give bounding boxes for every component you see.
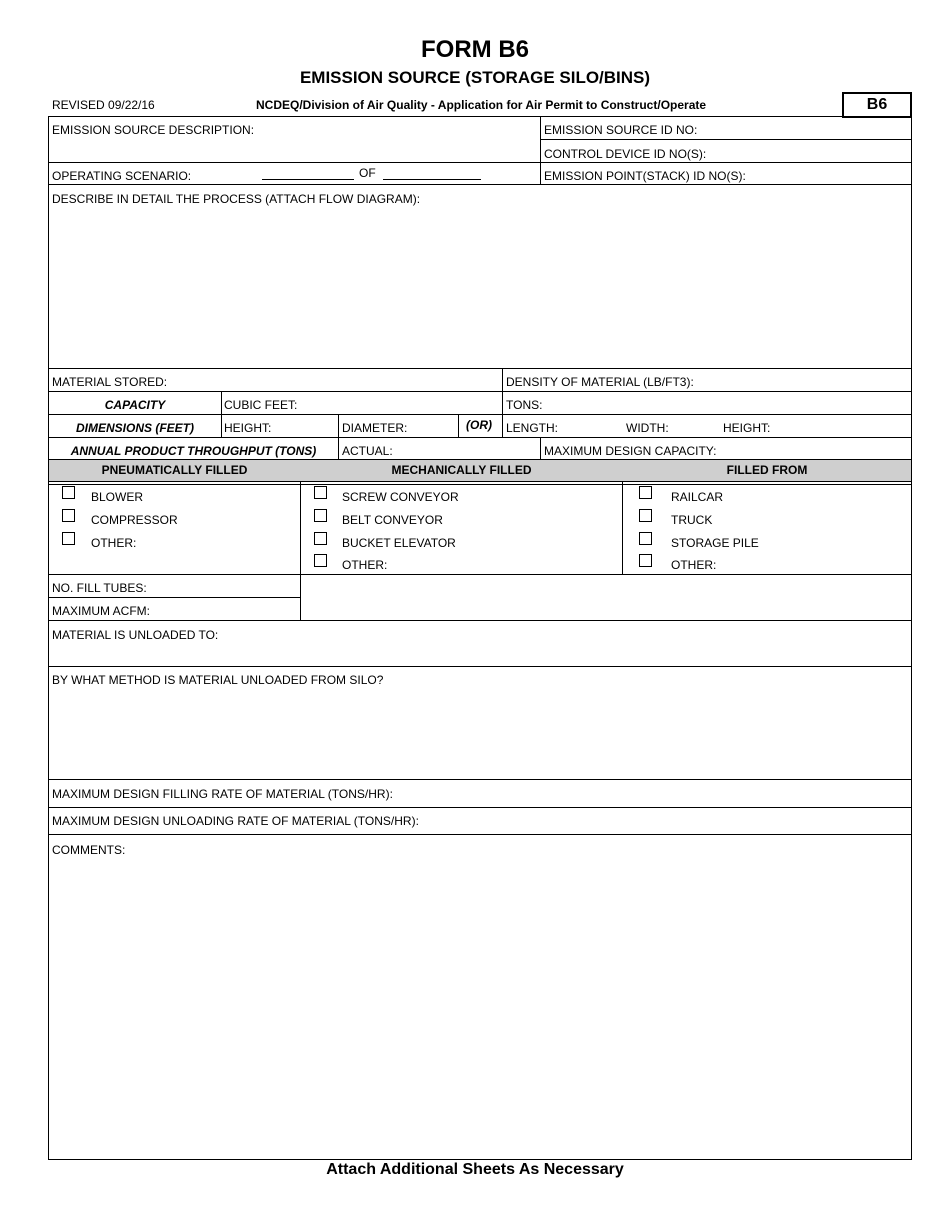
- material-stored-label: MATERIAL STORED:: [52, 375, 168, 389]
- footer-note: Attach Additional Sheets As Necessary: [326, 1161, 624, 1178]
- pneumatic-header: PNEUMATICALLY FILLED: [101, 463, 248, 477]
- pneumatic-other-checkbox[interactable]: [62, 532, 75, 545]
- filled-from-header: FILLED FROM: [726, 463, 808, 477]
- blower-checkbox[interactable]: [62, 486, 75, 499]
- describe-process-label: DESCRIBE IN DETAIL THE PROCESS (ATTACH FLOW DIAGRAM):: [52, 192, 421, 206]
- rule: [48, 834, 912, 835]
- unload-method-label: BY WHAT METHOD IS MATERIAL UNLOADED FROM SILO?: [52, 673, 384, 687]
- rule: [48, 779, 912, 780]
- diameter-label: DIAMETER:: [342, 421, 408, 435]
- belt-conveyor-checkbox[interactable]: [314, 509, 327, 522]
- rule: [48, 666, 912, 667]
- mechanical-other-checkbox[interactable]: [314, 554, 327, 567]
- capacity-label: CAPACITY: [104, 398, 166, 412]
- scenario-blank-2[interactable]: [383, 179, 481, 180]
- form-badge: B6: [842, 92, 912, 118]
- revised-date: REVISED 09/22/16: [52, 98, 155, 112]
- rule: [540, 437, 541, 459]
- density-label: DENSITY OF MATERIAL (LB/FT3):: [506, 375, 694, 389]
- tons-label: TONS:: [506, 398, 543, 412]
- max-acfm-label: MAXIMUM ACFM:: [52, 604, 150, 618]
- rule: [458, 414, 459, 437]
- agency-line: NCDEQ/Division of Air Quality - Application for Air Permit to Construct/Operate: [256, 98, 707, 112]
- railcar-label: RAILCAR: [671, 490, 724, 504]
- rule: [48, 574, 912, 575]
- rule: [48, 620, 912, 621]
- railcar-checkbox[interactable]: [639, 486, 652, 499]
- screw-conveyor-label: SCREW CONVEYOR: [342, 490, 459, 504]
- of-label: OF: [359, 166, 376, 180]
- or-label: (OR): [466, 418, 492, 432]
- rule: [48, 162, 912, 163]
- control-device-id-label: CONTROL DEVICE ID NO(S):: [544, 147, 707, 161]
- truck-label: TRUCK: [671, 513, 713, 527]
- rule: [221, 391, 222, 437]
- comments-label: COMMENTS:: [52, 843, 126, 857]
- cubic-feet-label: CUBIC FEET:: [224, 398, 298, 412]
- no-fill-tubes-label: NO. FILL TUBES:: [52, 581, 147, 595]
- mechanical-header: MECHANICALLY FILLED: [391, 463, 532, 477]
- storage-pile-label: STORAGE PILE: [671, 536, 759, 550]
- emission-source-description-label: EMISSION SOURCE DESCRIPTION:: [52, 123, 255, 137]
- storage-pile-checkbox[interactable]: [639, 532, 652, 545]
- rule: [48, 391, 912, 392]
- rule: [48, 184, 912, 185]
- rule: [48, 368, 912, 369]
- truck-checkbox[interactable]: [639, 509, 652, 522]
- dimensions-label: DIMENSIONS (FEET): [75, 421, 194, 435]
- bucket-elevator-label: BUCKET ELEVATOR: [342, 536, 456, 550]
- compressor-label: COMPRESSOR: [91, 513, 178, 527]
- max-fill-rate-label: MAXIMUM DESIGN FILLING RATE OF MATERIAL (TONS/HR):: [52, 787, 393, 801]
- rule: [48, 414, 912, 415]
- filled-from-other-checkbox[interactable]: [639, 554, 652, 567]
- emission-point-id-label: EMISSION POINT(STACK) ID NO(S):: [544, 169, 746, 183]
- max-design-capacity-label: MAXIMUM DESIGN CAPACITY:: [544, 444, 717, 458]
- pneumatic-other-label: OTHER:: [91, 536, 137, 550]
- mechanical-other-label: OTHER:: [342, 558, 388, 572]
- rule: [502, 368, 503, 437]
- rule: [540, 139, 912, 140]
- max-unload-rate-label: MAXIMUM DESIGN UNLOADING RATE OF MATERIAL (TONS/HR):: [52, 814, 419, 828]
- belt-conveyor-label: BELT CONVEYOR: [342, 513, 443, 527]
- rule: [48, 481, 912, 482]
- unloaded-to-label: MATERIAL IS UNLOADED TO:: [52, 628, 219, 642]
- rule: [48, 597, 300, 598]
- width-label: WIDTH:: [626, 421, 669, 435]
- rule: [48, 484, 912, 485]
- rule: [300, 459, 301, 620]
- compressor-checkbox[interactable]: [62, 509, 75, 522]
- form-title: FORM B6: [421, 36, 529, 63]
- screw-conveyor-checkbox[interactable]: [314, 486, 327, 499]
- height-label: HEIGHT:: [224, 421, 272, 435]
- rule: [540, 116, 541, 185]
- scenario-blank-1[interactable]: [262, 179, 354, 180]
- blower-label: BLOWER: [91, 490, 144, 504]
- height2-label: HEIGHT:: [723, 421, 771, 435]
- rule: [48, 807, 912, 808]
- bucket-elevator-checkbox[interactable]: [314, 532, 327, 545]
- emission-source-id-label: EMISSION SOURCE ID NO:: [544, 123, 698, 137]
- filled-from-other-label: OTHER:: [671, 558, 717, 572]
- form-subtitle: EMISSION SOURCE (STORAGE SILO/BINS): [299, 68, 651, 87]
- operating-scenario-label: OPERATING SCENARIO:: [52, 169, 192, 183]
- rule: [48, 437, 912, 438]
- actual-label: ACTUAL:: [342, 444, 393, 458]
- rule: [338, 414, 339, 459]
- annual-throughput-label: ANNUAL PRODUCT THROUGHPUT (TONS): [70, 444, 317, 458]
- length-label: LENGTH:: [506, 421, 559, 435]
